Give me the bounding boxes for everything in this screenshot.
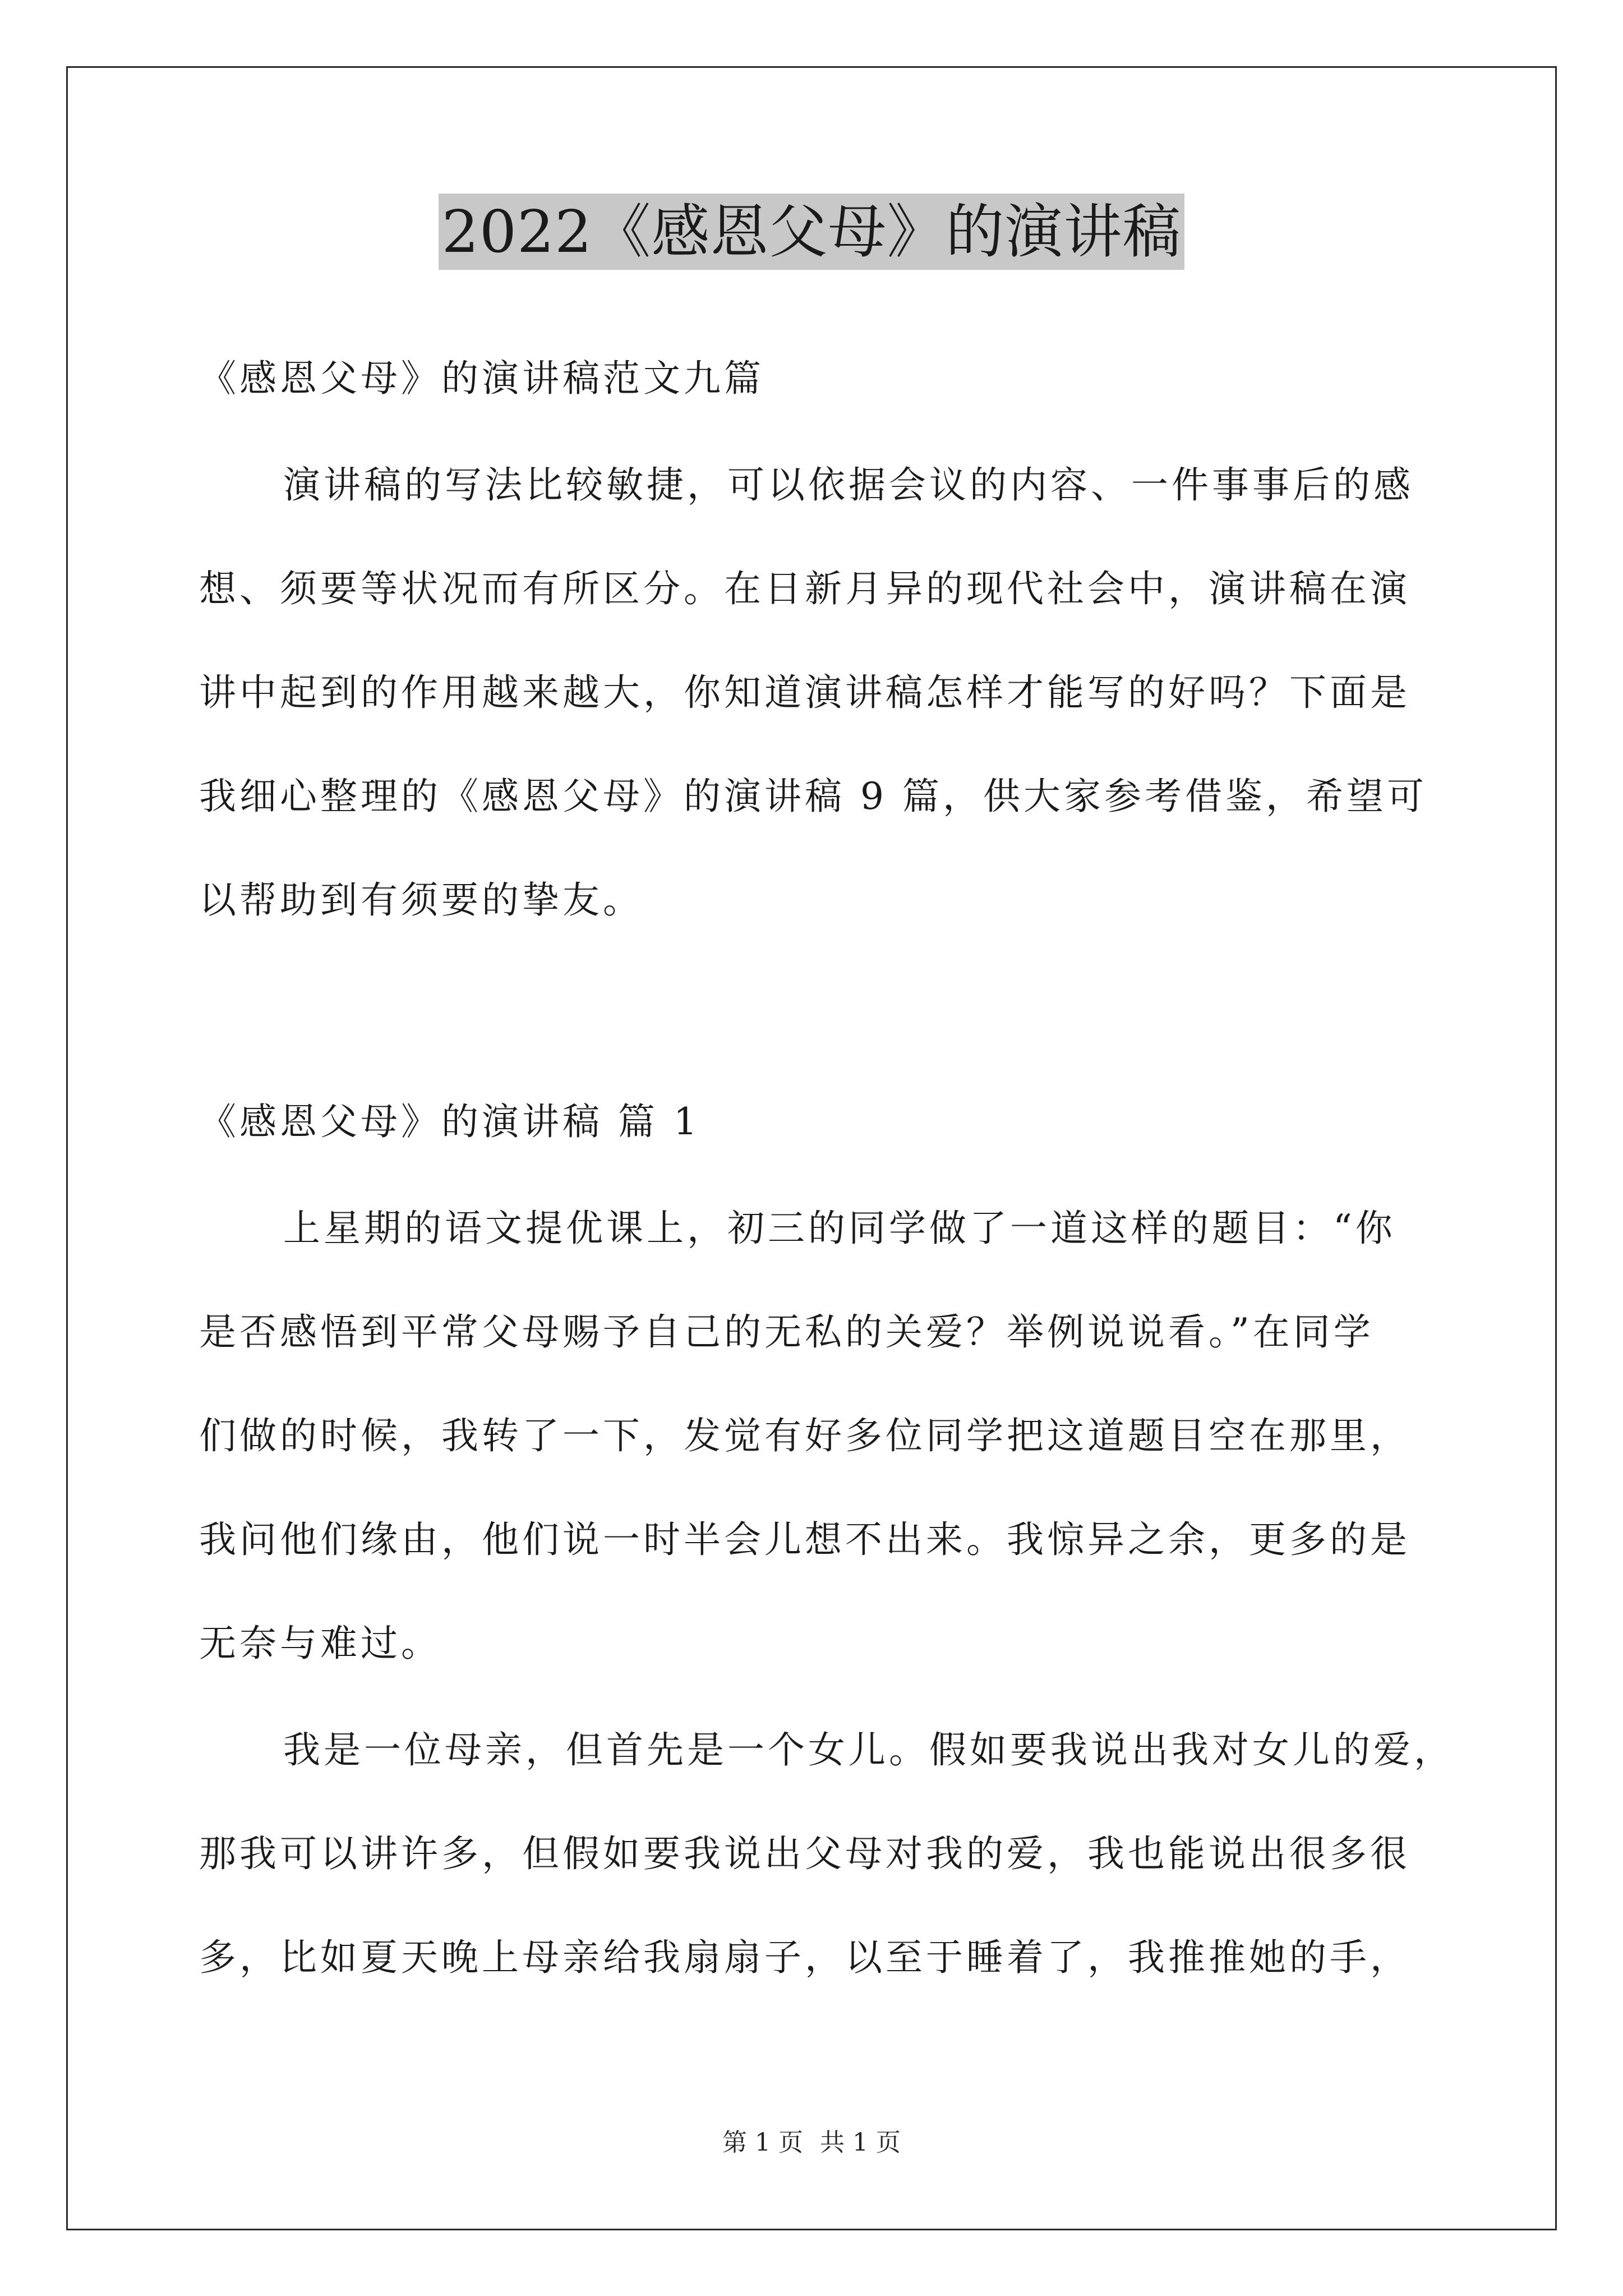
paragraph-line: 上星期的语文提优课上，初三的同学做了一道这样的题目：“你 [283,1207,1396,1250]
title-container [0,194,1623,270]
intro-line: 演讲稿的写法比较敏捷，可以依据会议的内容、一件事事后的感 [283,463,1414,507]
page-footer [0,2127,1623,2159]
paragraph-line: 多，比如夏天晚上母亲给我扇扇子，以至于睡着了，我推推她的手， [199,1936,1410,1979]
intro-line: 以帮助到有须要的挚友。 [199,878,643,922]
paragraph-line: 无奈与难过。 [199,1622,441,1665]
paragraph-line: 那我可以讲许多，但假如要我说出父母对我的爱，我也能说出很多很 [199,1832,1410,1875]
intro-line: 我细心整理的《感恩父母》的演讲稿 9 篇，供大家参考借鉴，希望可 [199,775,1427,818]
page-number: 第 1 页 [722,2128,803,2157]
paragraph-line: 我问他们缘由，他们说一时半会儿想不出来。我惊异之余，更多的是 [199,1518,1410,1561]
document-subtitle: 《感恩父母》的演讲稿范文九篇 [199,357,764,400]
paragraph-line: 是否感悟到平常父母赐予自己的无私的关爱？举例说说看。”在同学 [199,1310,1374,1354]
document-title: 2022《感恩父母》的演讲稿 [439,194,1185,270]
section-heading: 《感恩父母》的演讲稿 篇 1 [199,1100,700,1143]
intro-line: 讲中起到的作用越来越大，你知道演讲稿怎样才能写的好吗？下面是 [199,671,1410,714]
intro-line: 想、须要等状况而有所区分。在日新月异的现代社会中，演讲稿在演 [199,567,1410,610]
total-pages: 共 1 页 [820,2128,901,2157]
paragraph-line: 们做的时候，我转了一下，发觉有好多位同学把这道题目空在那里， [199,1414,1410,1457]
paragraph-line: 我是一位母亲，但首先是一个女儿。假如要我说出我对女儿的爱， [283,1728,1454,1772]
